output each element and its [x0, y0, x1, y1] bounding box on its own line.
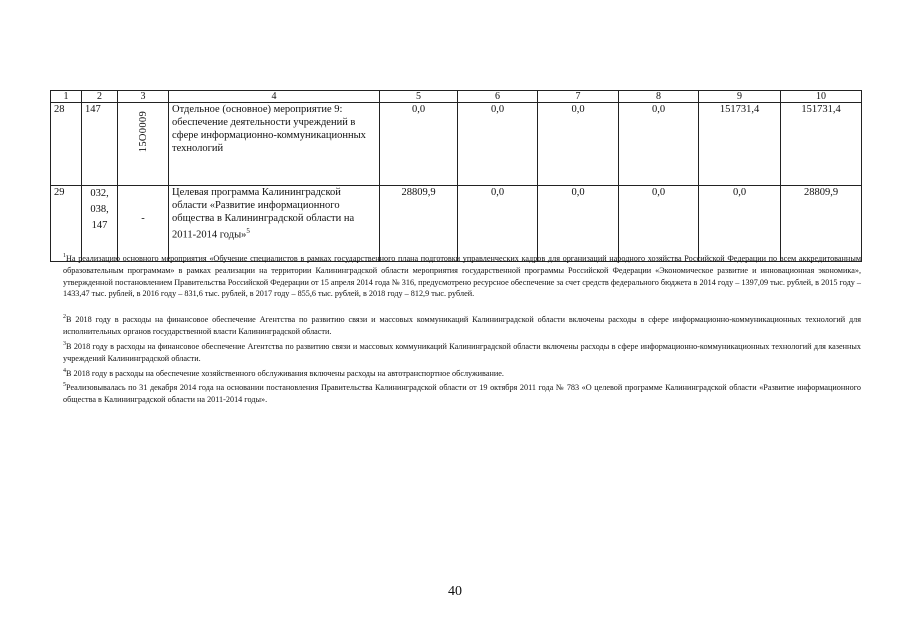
footnote-3: [63, 341, 861, 365]
column-header: 8: [619, 91, 699, 103]
footnote-marker: 1: [63, 253, 66, 259]
footnote-marker: 2: [63, 314, 66, 320]
footnote-text: В 2018 году в расходы на обеспечение хозяйственного обслуживания включены расходы на автотранспортное обслуживание.: [66, 369, 504, 378]
footnote-text: На реализацию основного мероприятия «Обучение специалистов в рамках государственного плана подготовки управленческих кадров для организаций народного хозяйства Российской Федерации по всем аккредитованным образовательным программам» в рамках реализации на территории Калининградской области мероприятия государственной программы Российской Федерации «Экономическое развитие и инновационная экономика», утвержденной постановлением Правительства Российской Федерации от 15 апреля 2014 года № 316, предусмотрено ресурсное обеспечение за счет средств федерального бюджета в 2014 году – 1397,09 тыс. рублей, в 2015 году – 1433,47 тыс. рублей, в 2016 году – 831,6 тыс. рублей, в 2017 году – 855,6 тыс. рублей, в 2018 году – 812,9 тыс. рублей.: [63, 254, 861, 299]
row-name: Отдельное (основное) мероприятие 9: обеспечение деятельности учреждений в сфере информационно-коммуникационных технологий: [169, 103, 380, 186]
value-col-6: 0,0: [458, 103, 538, 186]
footnote-marker: 4: [63, 368, 66, 374]
row-number: 29: [51, 186, 82, 262]
row-dash: -: [141, 213, 145, 224]
value-col-5: 0,0: [380, 103, 458, 186]
footnote-marker: 3: [63, 341, 66, 347]
value-col-5: 28809,9: [380, 186, 458, 262]
footnote-4: [63, 368, 861, 380]
value-col-10: 151731,4: [781, 103, 862, 186]
footnote-5: [63, 382, 861, 406]
column-header: 10: [781, 91, 862, 103]
value-col-10: 28809,9: [781, 186, 862, 262]
column-header: 7: [538, 91, 619, 103]
table-row: [51, 186, 862, 262]
footnote-marker: 5: [63, 382, 66, 388]
row-number: 28: [51, 103, 82, 186]
footnote-2: [63, 314, 861, 338]
value-col-7: 0,0: [538, 186, 619, 262]
table-header-row: [51, 91, 862, 103]
value-col-8: 0,0: [619, 186, 699, 262]
row-name: Целевая программа Калининградской области «Развитие информационного общества в Калининградской области на 2011-2014 годы»: [172, 187, 355, 241]
column-header: 3: [118, 91, 169, 103]
column-header: 5: [380, 91, 458, 103]
row-name-footnote-ref: 5: [246, 227, 250, 235]
column-header: 9: [699, 91, 781, 103]
footnote-1: [63, 253, 861, 300]
value-col-9: 151731,4: [699, 103, 781, 186]
value-col-9: 0,0: [699, 186, 781, 262]
row-name-cell: [169, 186, 380, 262]
row-code: 032,: [90, 188, 109, 199]
row-codes: [82, 186, 118, 262]
row-code: 147: [91, 220, 108, 231]
footnote-text: В 2018 году в расходы на финансовое обеспечение Агентства по развитию связи и массовых коммуникаций Калининградской области включены расходы в сфере информационно-коммуникационных технологий для казенных учреждений Калининградской области.: [63, 342, 861, 363]
budget-table: [50, 90, 862, 262]
table-row: [51, 103, 862, 186]
page-number: 40: [448, 584, 462, 599]
row-vertical-code-cell: [118, 103, 169, 186]
value-col-8: 0,0: [619, 103, 699, 186]
row-code: 147: [82, 103, 118, 186]
value-col-6: 0,0: [458, 186, 538, 262]
column-header: 2: [82, 91, 118, 103]
footnote-text: В 2018 году в расходы на финансовое обеспечение Агентства по развитию связи и массовых коммуникаций Калининградской области включены расходы в сфере информационно-коммуникационных технологий для исполнительных органов государственной власти Калининградской области.: [63, 315, 861, 336]
column-header: 1: [51, 91, 82, 103]
footnote-text: Реализовывалась по 31 декабря 2014 года на основании постановления Правительства Калининградской области от 19 октября 2011 года № 783 «О целевой программе Калининградской области «Развитие информационного общества в Калининградской области на 2011-2014 годы».: [63, 383, 861, 404]
row-dash-cell: [118, 186, 169, 262]
column-header: 4: [169, 91, 380, 103]
row-vertical-code: 15O0009: [137, 111, 149, 153]
column-header: 6: [458, 91, 538, 103]
value-col-7: 0,0: [538, 103, 619, 186]
row-code: 038,: [90, 204, 109, 215]
